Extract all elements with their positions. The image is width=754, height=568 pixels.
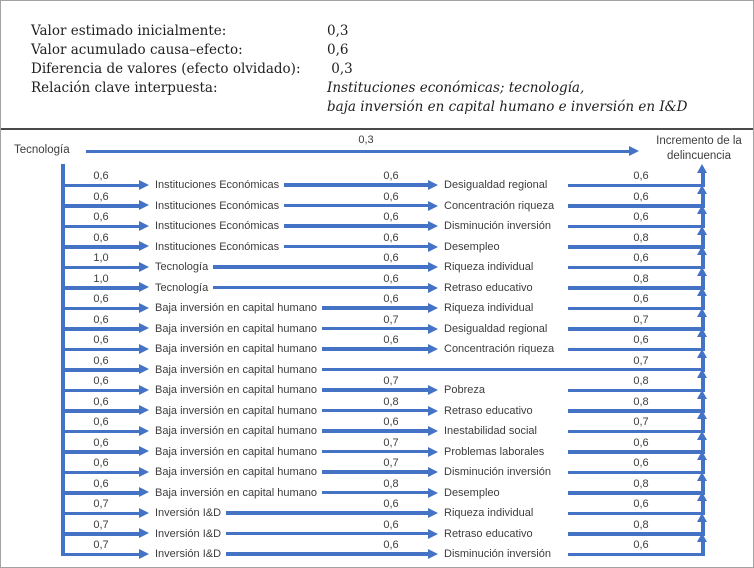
final-value: 0,6 — [633, 457, 649, 469]
arrowhead-right-icon — [428, 406, 438, 416]
arrowhead-right-icon — [139, 508, 149, 518]
arrowhead-right-icon — [139, 180, 149, 190]
mid-value: 0,7 — [383, 375, 399, 387]
branch-value: 0,6 — [93, 170, 109, 182]
connector-line — [322, 409, 428, 413]
arrowhead-up-icon — [697, 205, 707, 214]
arrowhead-right-icon — [428, 385, 438, 395]
branch-value: 0,6 — [93, 395, 109, 408]
branch-value: 0,6 — [93, 354, 109, 367]
arrowhead-right-icon — [428, 426, 438, 436]
connector-line — [226, 532, 428, 536]
arrowhead-right-icon — [139, 344, 149, 354]
final-arrow-line — [568, 225, 704, 229]
branch-arrow-line — [61, 245, 139, 249]
arrowhead-up-icon — [697, 185, 707, 194]
final-value: 0,6 — [633, 211, 649, 223]
final-value: 0,6 — [633, 190, 649, 203]
effect-node-label: Riqueza individual — [444, 302, 534, 314]
final-value: 0,6 — [633, 293, 649, 305]
arrowhead-right-icon — [629, 146, 639, 156]
connector-line — [284, 245, 428, 249]
chain-row — [1, 541, 754, 567]
section-divider — [1, 128, 753, 130]
cause-node-label: Inversión I&D — [155, 548, 222, 560]
final-value: 0,8 — [633, 518, 649, 531]
arrowhead-right-icon — [139, 200, 149, 210]
branch-value: 0,7 — [93, 518, 109, 531]
final-value: 0,8 — [633, 395, 649, 408]
final-value: 0,6 — [633, 436, 649, 449]
arrowhead-up-icon — [697, 533, 707, 542]
key-relation-line2: baja inversión en capital humano e inversión en I&D — [327, 99, 688, 115]
summary-row — [31, 79, 737, 117]
effect-node-label: Riqueza individual — [444, 261, 534, 273]
branch-arrow-line — [61, 450, 139, 454]
branch-value: 0,6 — [93, 416, 109, 428]
connector-line — [284, 204, 428, 208]
mid-value: 0,8 — [383, 477, 399, 490]
mid-value: 0,6 — [383, 252, 399, 264]
connector-line — [322, 470, 428, 474]
arrowhead-right-icon — [428, 549, 438, 559]
mid-value: 0,6 — [383, 190, 399, 203]
arrowhead-right-icon — [139, 549, 149, 559]
mid-value: 0,6 — [383, 170, 399, 182]
arrowhead-up-icon — [697, 492, 707, 501]
connector-line — [322, 450, 428, 454]
final-arrow-line — [568, 471, 704, 475]
mid-value: 0,7 — [383, 313, 399, 326]
final-arrow-line — [568, 266, 704, 270]
arrowhead-right-icon — [428, 508, 438, 518]
main-arrow-line — [86, 150, 629, 154]
final-value: 0,6 — [633, 539, 649, 551]
branch-value: 0,6 — [93, 231, 109, 244]
branch-value: 0,6 — [93, 477, 109, 490]
arrowhead-up-icon — [697, 246, 707, 255]
arrowhead-right-icon — [139, 323, 149, 333]
branch-arrow-line — [61, 430, 139, 434]
summary-value: 0,3 — [327, 23, 349, 39]
effect-node-label: Concentración riqueza — [444, 199, 555, 212]
arrowhead-right-icon — [428, 283, 438, 293]
cause-node-label: Instituciones Económicas — [155, 199, 280, 212]
branch-arrow-line — [61, 471, 139, 475]
branch-arrow-line — [61, 368, 139, 372]
arrowhead-right-icon — [139, 303, 149, 313]
summary-value: 0,6 — [327, 42, 349, 58]
arrowhead-right-icon — [428, 447, 438, 457]
mid-value: 0,7 — [383, 457, 399, 469]
cause-node-label: Instituciones Económicas — [155, 220, 280, 232]
arrowhead-right-icon — [428, 180, 438, 190]
branch-value: 0,6 — [93, 313, 109, 326]
connector-line — [284, 183, 428, 187]
branch-value: 0,7 — [93, 539, 109, 551]
final-arrow-line — [568, 430, 704, 434]
elbow-stub-line — [701, 541, 705, 556]
branch-arrow-line — [61, 532, 139, 536]
final-value: 0,7 — [633, 416, 649, 428]
arrowhead-up-icon — [697, 226, 707, 235]
cause-node-label: Baja inversión en capital humano — [155, 466, 318, 478]
connector-line — [322, 306, 428, 310]
mid-value: 0,8 — [383, 395, 399, 408]
branch-value: 0,6 — [93, 211, 109, 223]
connector-line — [322, 388, 428, 392]
connector-line — [322, 368, 704, 372]
cause-node-label: Baja inversión en capital humano — [155, 404, 318, 417]
arrowhead-up-icon — [697, 164, 707, 173]
connector-line — [213, 286, 428, 290]
branch-arrow-line — [61, 409, 139, 413]
cause-node-label: Baja inversión en capital humano — [155, 302, 318, 314]
arrowhead-up-icon — [697, 287, 707, 296]
final-value: 0,8 — [633, 231, 649, 244]
final-value: 0,6 — [633, 170, 649, 182]
branch-value: 0,6 — [93, 436, 109, 449]
arrowhead-up-icon — [697, 410, 707, 419]
arrowhead-right-icon — [428, 467, 438, 477]
final-value: 0,8 — [633, 375, 649, 387]
effect-node-label: Retraso educativo — [444, 404, 533, 417]
final-arrow-line — [568, 327, 704, 331]
branch-value: 0,6 — [93, 334, 109, 346]
cause-node-label: Instituciones Económicas — [155, 179, 280, 191]
connector-line — [322, 327, 428, 331]
cause-node-label: Instituciones Económicas — [155, 240, 280, 253]
mid-value: 0,6 — [383, 211, 399, 223]
summary-row — [31, 60, 737, 79]
summary-value: 0,3 — [327, 61, 353, 77]
connector-line — [322, 347, 428, 351]
final-arrow-line — [568, 204, 704, 208]
effect-node-label: Retraso educativo — [444, 527, 533, 540]
arrowhead-up-icon — [697, 349, 707, 358]
branch-arrow-line — [61, 266, 139, 270]
branch-arrow-line — [61, 553, 139, 557]
effect-node-label: Retraso educativo — [444, 281, 533, 294]
connector-line — [213, 265, 428, 269]
arrowhead-up-icon — [697, 267, 707, 276]
branch-arrow-line — [61, 286, 139, 290]
branch-arrow-line — [61, 491, 139, 495]
final-value: 0,7 — [633, 354, 649, 367]
branch-arrow-line — [61, 348, 139, 352]
arrowhead-right-icon — [428, 488, 438, 498]
arrowhead-up-icon — [697, 513, 707, 522]
arrowhead-right-icon — [139, 528, 149, 538]
connector-line — [322, 491, 428, 495]
cause-node-label: Baja inversión en capital humano — [155, 322, 318, 335]
arrowhead-up-icon — [697, 431, 707, 440]
effect-node-label: Riqueza individual — [444, 507, 534, 519]
arrowhead-right-icon — [428, 221, 438, 231]
cause-node-label: Tecnología — [155, 281, 209, 294]
arrowhead-right-icon — [428, 201, 438, 211]
final-arrow-line — [568, 286, 704, 290]
connector-line — [322, 429, 428, 433]
summary-block — [31, 22, 737, 117]
final-value: 0,6 — [633, 334, 649, 346]
effect-node-label: Desempleo — [444, 486, 500, 499]
branch-value: 0,6 — [93, 375, 109, 387]
summary-label: Diferencia de valores (efecto olvidado): — [31, 61, 301, 77]
cause-node-label: Inversión I&D — [155, 507, 222, 519]
branch-arrow-line — [61, 389, 139, 393]
final-arrow-line — [568, 553, 704, 557]
branch-arrow-line — [61, 204, 139, 208]
mid-value: 0,6 — [383, 334, 399, 346]
branch-value: 0,6 — [93, 293, 109, 305]
arrowhead-right-icon — [139, 262, 149, 272]
final-value: 0,8 — [633, 272, 649, 285]
branch-value: 0,6 — [93, 457, 109, 469]
final-value: 0,7 — [633, 313, 649, 326]
branch-arrow-line — [61, 307, 139, 311]
mid-value: 0,6 — [383, 498, 399, 510]
summary-label: Valor estimado inicialmente: — [31, 23, 227, 39]
mid-value: 0,6 — [383, 416, 399, 428]
summary-label: Relación clave interpuesta: — [31, 80, 218, 96]
final-arrow-line — [568, 450, 704, 454]
target-node-label: Incremento de la delincuencia — [656, 135, 742, 162]
main-arrow-value: 0,3 — [358, 134, 374, 146]
effect-node-label: Desigualdad regional — [444, 322, 548, 335]
effect-node-label: Disminución inversión — [444, 548, 551, 560]
arrowhead-up-icon — [697, 369, 707, 378]
final-value: 0,6 — [633, 498, 649, 510]
effect-node-label: Disminución inversión — [444, 220, 551, 232]
cause-node-label: Inversión I&D — [155, 527, 222, 540]
cause-node-label: Baja inversión en capital humano — [155, 363, 318, 376]
summary-value — [327, 79, 688, 117]
effect-node-label: Disminución inversión — [444, 466, 551, 478]
effect-node-label: Pobreza — [444, 384, 485, 396]
arrowhead-right-icon — [139, 405, 149, 415]
cause-node-label: Tecnología — [155, 261, 209, 273]
arrowhead-right-icon — [139, 221, 149, 231]
final-arrow-line — [568, 184, 704, 188]
arrowhead-right-icon — [139, 426, 149, 436]
effect-node-label: Desempleo — [444, 240, 500, 253]
arrowhead-right-icon — [428, 344, 438, 354]
effect-node-label: Concentración riqueza — [444, 343, 555, 355]
final-value: 0,6 — [633, 252, 649, 264]
branch-value: 0,7 — [93, 498, 109, 510]
final-arrow-line — [568, 491, 704, 495]
final-arrow-line — [568, 307, 704, 311]
summary-label: Valor acumulado causa–efecto: — [31, 42, 243, 58]
connector-line — [226, 511, 428, 515]
cause-node-label: Baja inversión en capital humano — [155, 384, 318, 396]
branch-value: 0,6 — [93, 190, 109, 203]
mid-value: 0,6 — [383, 293, 399, 305]
mid-value: 0,6 — [383, 539, 399, 551]
cause-node-label: Baja inversión en capital humano — [155, 425, 318, 437]
final-arrow-line — [568, 409, 704, 413]
key-relation-line1: Instituciones económicas; tecnología, — [327, 80, 585, 96]
summary-row — [31, 41, 737, 60]
cause-node-label: Baja inversión en capital humano — [155, 486, 318, 499]
branch-arrow-line — [61, 327, 139, 331]
mid-value: 0,6 — [383, 518, 399, 531]
branch-arrow-line — [61, 512, 139, 516]
branch-arrow-line — [61, 184, 139, 188]
summary-row — [31, 22, 737, 41]
effect-node-label: Inestabilidad social — [444, 425, 537, 437]
arrowhead-up-icon — [697, 308, 707, 317]
final-arrow-line — [568, 389, 704, 393]
arrowhead-right-icon — [428, 303, 438, 313]
cause-node-label: Baja inversión en capital humano — [155, 445, 318, 458]
arrowhead-right-icon — [139, 364, 149, 374]
arrowhead-up-icon — [697, 390, 707, 399]
final-arrow-line — [568, 532, 704, 536]
arrowhead-up-icon — [697, 451, 707, 460]
arrowhead-right-icon — [139, 241, 149, 251]
mid-value: 0,6 — [383, 231, 399, 244]
final-arrow-line — [568, 245, 704, 249]
arrowhead-right-icon — [428, 324, 438, 334]
arrowhead-right-icon — [428, 529, 438, 539]
arrowhead-right-icon — [139, 446, 149, 456]
arrowhead-right-icon — [428, 262, 438, 272]
effect-node-label: Problemas laborales — [444, 445, 545, 458]
final-value: 0,8 — [633, 477, 649, 490]
arrowhead-right-icon — [139, 385, 149, 395]
arrowhead-right-icon — [139, 282, 149, 292]
arrowhead-up-icon — [697, 328, 707, 337]
arrowhead-right-icon — [139, 467, 149, 477]
branch-arrow-line — [61, 225, 139, 229]
branch-value: 1,0 — [93, 252, 109, 264]
connector-line — [226, 552, 428, 556]
effect-node-label: Desigualdad regional — [444, 179, 548, 191]
cause-node-label: Baja inversión en capital humano — [155, 343, 318, 355]
arrowhead-up-icon — [697, 472, 707, 481]
arrowhead-right-icon — [428, 242, 438, 252]
mid-value: 0,7 — [383, 436, 399, 449]
final-arrow-line — [568, 348, 704, 352]
connector-line — [284, 224, 428, 228]
final-arrow-line — [568, 512, 704, 516]
branch-value: 1,0 — [93, 272, 109, 285]
arrowhead-right-icon — [139, 487, 149, 497]
mid-value: 0,6 — [383, 272, 399, 285]
source-node-label: Tecnología — [14, 144, 70, 156]
